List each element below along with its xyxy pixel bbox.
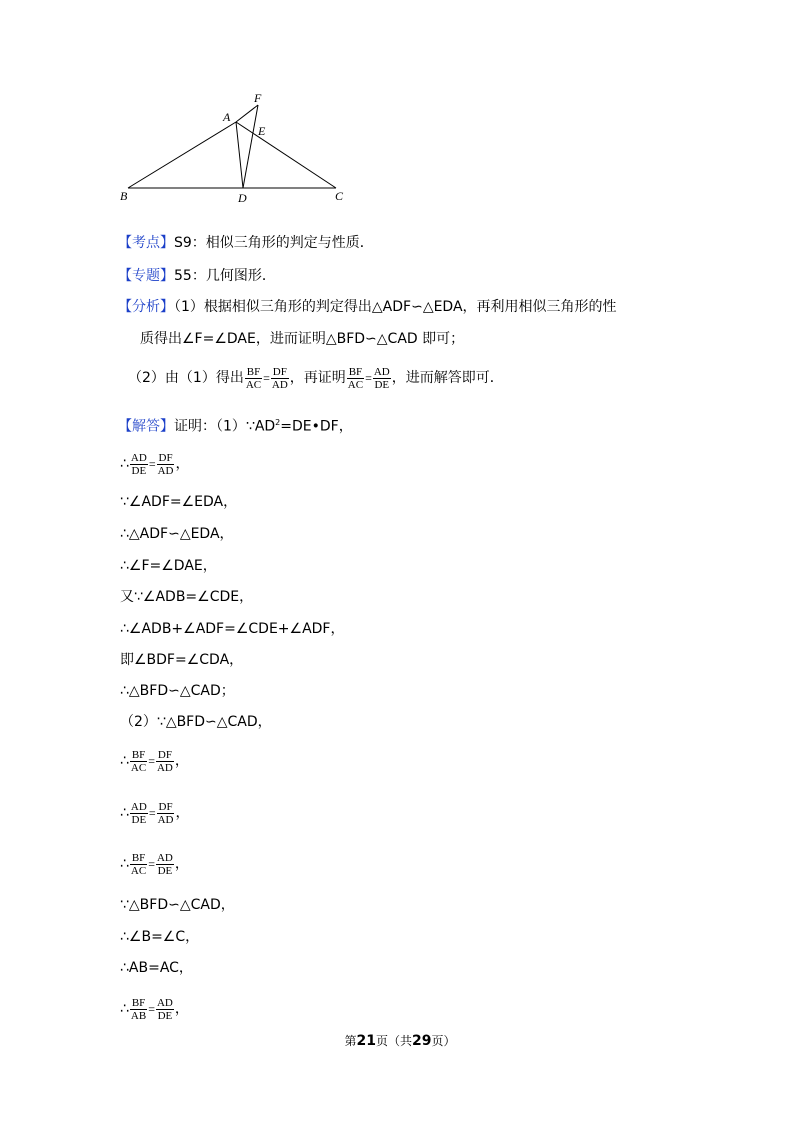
jieda-intro: 证明：（1）∵AD bbox=[174, 418, 276, 435]
fenxi-tag: 【分析】 bbox=[118, 299, 174, 315]
fraction: $\frac{BF}{AC}$ bbox=[245, 365, 262, 391]
label-B: B bbox=[120, 189, 128, 203]
segment-AF bbox=[236, 105, 258, 122]
step-15: ∴AB=AC， bbox=[120, 960, 193, 976]
fraction: $\frac{AD}{DE}$ bbox=[130, 451, 147, 477]
kaodian-line bbox=[118, 233, 374, 253]
fraction: $\frac{DF}{AD}$ bbox=[157, 451, 174, 477]
step-16: ∴ $\frac{BF}{AB}$ = $\frac{AD}{DE}$ ， bbox=[120, 996, 189, 1022]
step-10: ∴ $\frac{BF}{AC}$ = $\frac{DF}{AD}$ ， bbox=[120, 748, 189, 774]
page-total: 29 bbox=[412, 1033, 432, 1049]
step-12: ∴ $\frac{BF}{AC}$ = $\frac{AD}{DE}$ ， bbox=[120, 851, 189, 877]
label-E: E bbox=[258, 124, 266, 138]
segment-BA bbox=[128, 122, 236, 188]
kaodian-tag: 【考点】 bbox=[118, 235, 174, 251]
fraction: $\frac{AD}{DE}$ bbox=[156, 851, 173, 877]
step-9: （2）∵△BFD∽△CAD， bbox=[120, 714, 272, 730]
fraction: $\frac{DF}{AD}$ bbox=[157, 800, 174, 826]
zhuanti-line bbox=[118, 266, 276, 286]
fraction: $\frac{BF}{AB}$ bbox=[130, 996, 147, 1022]
superscript-2: 2 bbox=[275, 418, 281, 427]
step-11: ∴ $\frac{AD}{DE}$ = $\frac{DF}{AD}$ ， bbox=[120, 800, 190, 826]
jieda-line bbox=[118, 413, 353, 437]
fraction: $\frac{BF}{AC}$ bbox=[130, 748, 147, 774]
fraction: $\frac{AD}{DE}$ bbox=[373, 365, 390, 391]
geometry-figure bbox=[112, 90, 362, 210]
fraction: $\frac{BF}{AC}$ bbox=[130, 851, 147, 877]
label-F: F bbox=[254, 91, 262, 105]
fraction: $\frac{AD}{DE}$ bbox=[156, 996, 173, 1022]
jieda-tag: 【解答】 bbox=[118, 418, 174, 435]
fenxi-text-2: 质得出∠F=∠DAE，进而证明△BFD∽△CAD 即可； bbox=[140, 331, 465, 347]
segment-AC bbox=[236, 122, 336, 188]
step-7: 即∠BDF=∠CDA， bbox=[120, 652, 244, 668]
step-6: ∴∠ADB+∠ADF=∠CDE+∠ADF， bbox=[120, 621, 345, 637]
step-4: ∴∠F=∠DAE， bbox=[120, 558, 217, 574]
step-8: ∴△BFD∽△CAD； bbox=[120, 683, 235, 699]
page-footer: 第21页（共29页） bbox=[344, 1033, 456, 1049]
label-D: D bbox=[238, 191, 247, 205]
zhuanti-tag: 【专题】 bbox=[118, 268, 174, 284]
fraction: $\frac{DF}{AD}$ bbox=[156, 748, 173, 774]
fenxi-text-1: （1）根据相似三角形的判定得出△ADF∽△EDA，再利用相似三角形的性 bbox=[174, 299, 617, 315]
fenxi-text-3a: （2）由（1）得出 bbox=[128, 370, 244, 386]
segment-AD bbox=[236, 122, 243, 188]
fraction: $\frac{DF}{AD}$ bbox=[271, 365, 288, 391]
step-1: ∴ $\frac{AD}{DE}$ = $\frac{DF}{AD}$ ， bbox=[120, 451, 190, 477]
step-2: ∵∠ADF=∠EDA， bbox=[120, 494, 238, 510]
fenxi-text-3c: ，进而解答即可． bbox=[391, 370, 504, 386]
zhuanti-text: 55：几何图形． bbox=[174, 268, 276, 284]
step-14: ∴∠B=∠C， bbox=[120, 929, 200, 945]
step-13: ∵△BFD∽△CAD， bbox=[120, 897, 235, 913]
fenxi-line-1 bbox=[118, 297, 617, 317]
step-5: 又∵∠ADB=∠CDE， bbox=[120, 589, 254, 605]
triangle-diagram bbox=[112, 90, 362, 210]
fraction: $\frac{AD}{DE}$ bbox=[130, 800, 147, 826]
kaodian-text: S9：相似三角形的判定与性质． bbox=[174, 235, 374, 251]
fenxi-line-2 bbox=[140, 329, 464, 349]
page-number: 21 bbox=[356, 1033, 376, 1049]
jieda-intro-rest: =DE•DF， bbox=[280, 418, 353, 435]
label-A: A bbox=[223, 110, 231, 124]
step-3: ∴△ADF∽△EDA， bbox=[120, 526, 234, 542]
fenxi-line-3: （2）由（1）得出 $\frac{BF}{AC}$ = $\frac{DF}{AD}$ ，再证明 $\frac{BF}{AC}$ = $\frac{AD}{DE}$ ，进而解答即可． bbox=[128, 365, 504, 391]
fraction: $\frac{BF}{AC}$ bbox=[347, 365, 364, 391]
fenxi-text-3b: ，再证明 bbox=[289, 370, 346, 386]
label-C: C bbox=[335, 189, 344, 203]
segment-FD bbox=[243, 105, 258, 188]
